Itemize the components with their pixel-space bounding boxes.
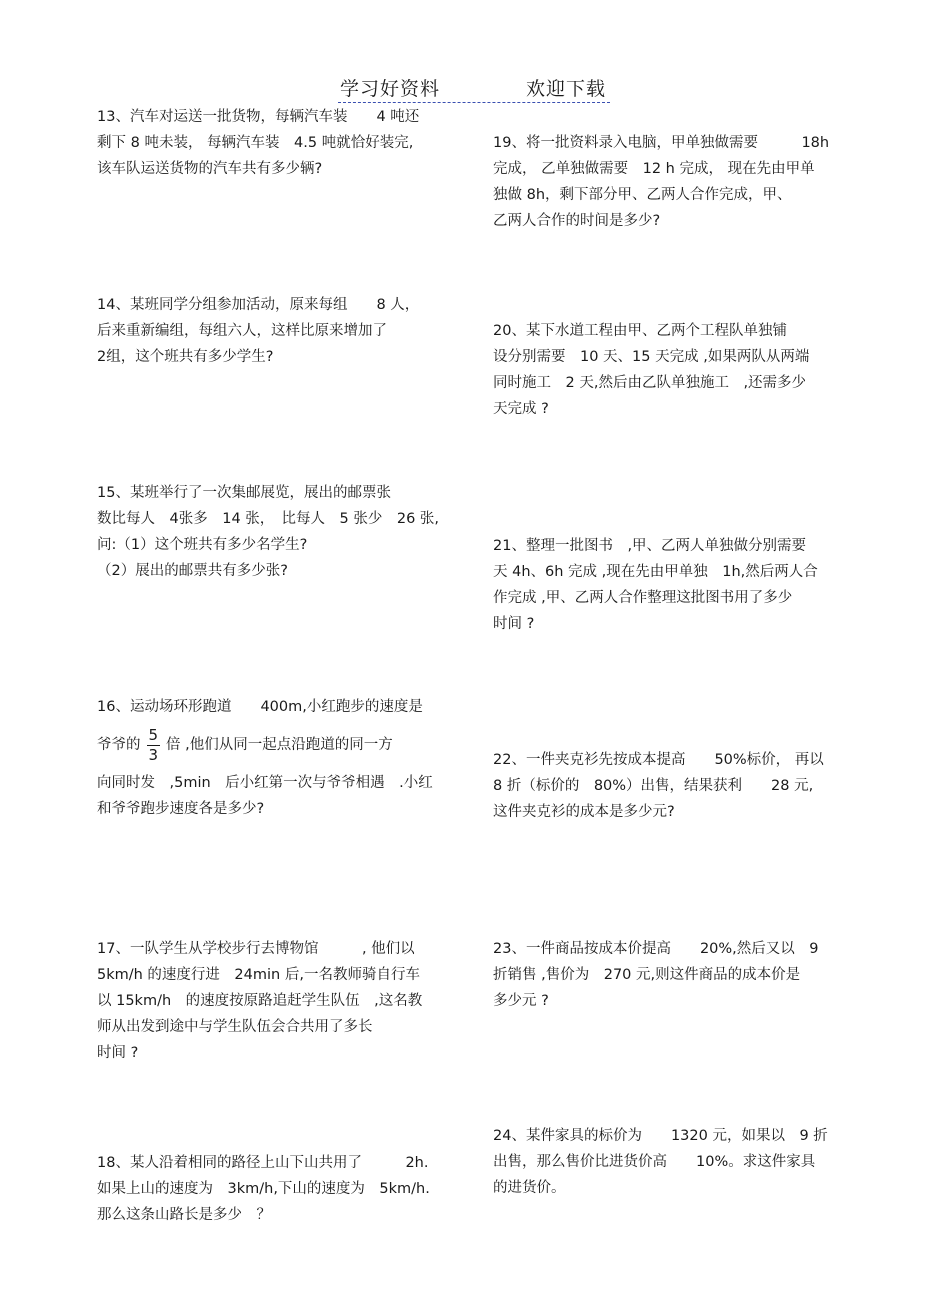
question-line: 师从出发到途中与学生队伍会合共用了多长: [97, 1019, 373, 1035]
question-18: [97, 1150, 430, 1228]
question-line: 5km/h 的速度行进 24min 后,一名教师骑自行车: [97, 967, 420, 983]
fraction-numerator: 5: [148, 725, 159, 744]
question-line: 的进货价。: [493, 1180, 566, 1196]
question-line: 21、整理一批图书 ,甲、乙两人单独做分别需要: [493, 538, 807, 554]
question-line: 13、汽车对运送一批货物，每辆汽车装 4 吨还: [97, 109, 420, 125]
question-line: 如果上山的速度为 3km/h,下山的速度为 5km/h.: [97, 1181, 430, 1197]
question-line: 数比每人 4张多 14 张， 比每人 5 张少 26 张,: [97, 511, 440, 527]
question-line: 乙两人合作的时间是多少?: [493, 213, 661, 229]
question-line: 后来重新编组，每组六人，这样比原来增加了: [97, 323, 387, 339]
question-line: 天 4h、6h 完成 ,现在先由甲单独 1h,然后两人合: [493, 564, 818, 580]
question-15: [97, 480, 439, 584]
question-13: [97, 104, 419, 182]
question-line: 问:（1）这个班共有多少名学生?: [97, 537, 308, 553]
fraction: [147, 725, 161, 764]
question-line: 8 折（标价的 80%）出售，结果获利 28 元,: [493, 778, 814, 794]
question-line: 19、将一批资料录入电脑，甲单独做需要 18h: [493, 135, 830, 151]
question-line: 23、一件商品按成本价提高 20%,然后又以 9: [493, 941, 819, 957]
header-right-text: 欢迎下载: [526, 78, 607, 100]
question-text: 倍 ,他们从同一起点沿跑道的同一方: [166, 737, 393, 753]
question-line: 作完成 ,甲、乙两人合作整理这批图书用了多少: [493, 590, 793, 606]
question-line: 该车队运送货物的汽车共有多少辆?: [97, 161, 323, 177]
page-header: [338, 74, 610, 103]
question-line: 多少元 ?: [493, 993, 549, 1009]
question-line: 设分别需要 10 天、15 天完成 ,如果两队从两端: [493, 349, 810, 365]
question-16: [97, 694, 433, 822]
question-20: [493, 318, 809, 422]
fraction-denominator: 3: [148, 745, 159, 764]
question-line: 剩下 8 吨未装， 每辆汽车装 4.5 吨就恰好装完,: [97, 135, 414, 151]
question-line: 24、某件家具的标价为 1320 元，如果以 9 折: [493, 1128, 828, 1144]
question-24: [493, 1123, 828, 1201]
header-left-text: 学习好资料: [340, 78, 441, 100]
question-line: 14、某班同学分组参加活动，原来每组 8 人，: [97, 297, 420, 313]
question-line: 15、某班举行了一次集邮展览，展出的邮票张: [97, 485, 391, 501]
question-line: 这件夹克衫的成本是多少元?: [493, 804, 675, 820]
question-line: 时间 ?: [97, 1045, 139, 1061]
question-17: [97, 936, 422, 1066]
question-line: 完成， 乙单独做需要 12 h 完成， 现在先由甲单: [493, 161, 815, 177]
question-line-with-fraction: [97, 720, 433, 770]
question-line: 天完成 ?: [493, 401, 549, 417]
question-line: 以 15km/h 的速度按原路追赶学生队伍 ,这名教: [97, 993, 423, 1009]
question-line: 22、一件夹克衫先按成本提高 50%标价， 再以: [493, 752, 824, 768]
question-19: [493, 130, 829, 234]
question-23: [493, 936, 819, 1014]
question-line: （2）展出的邮票共有多少张?: [97, 563, 288, 579]
question-21: [493, 533, 818, 637]
question-line: 出售，那么售价比进货价高 10%。求这件家具: [493, 1154, 816, 1170]
question-line: 2组，这个班共有多少学生?: [97, 349, 274, 365]
question-14: [97, 292, 419, 370]
question-text: 爷爷的: [97, 737, 141, 753]
question-22: [493, 747, 824, 825]
question-line: 16、运动场环形跑道 400m,小红跑步的速度是: [97, 699, 423, 715]
question-line: 折销售 ,售价为 270 元,则这件商品的成本价是: [493, 967, 801, 983]
question-line: 时间 ?: [493, 616, 535, 632]
question-line: 独做 8h，剩下部分甲、乙两人合作完成，甲、: [493, 187, 792, 203]
question-line: 向同时发 ,5min 后小红第一次与爷爷相遇 .小红: [97, 775, 433, 791]
question-line: 20、某下水道工程由甲、乙两个工程队单独铺: [493, 323, 787, 339]
question-line: 那么这条山路长是多少 ？: [97, 1207, 271, 1223]
question-line: 17、一队学生从学校步行去博物馆 , 他们以: [97, 941, 415, 957]
question-line: 同时施工 2 天,然后由乙队单独施工 ,还需多少: [493, 375, 807, 391]
question-line: 和爷爷跑步速度各是多少?: [97, 801, 265, 817]
question-line: 18、某人沿着相同的路径上山下山共用了 2h.: [97, 1155, 429, 1171]
